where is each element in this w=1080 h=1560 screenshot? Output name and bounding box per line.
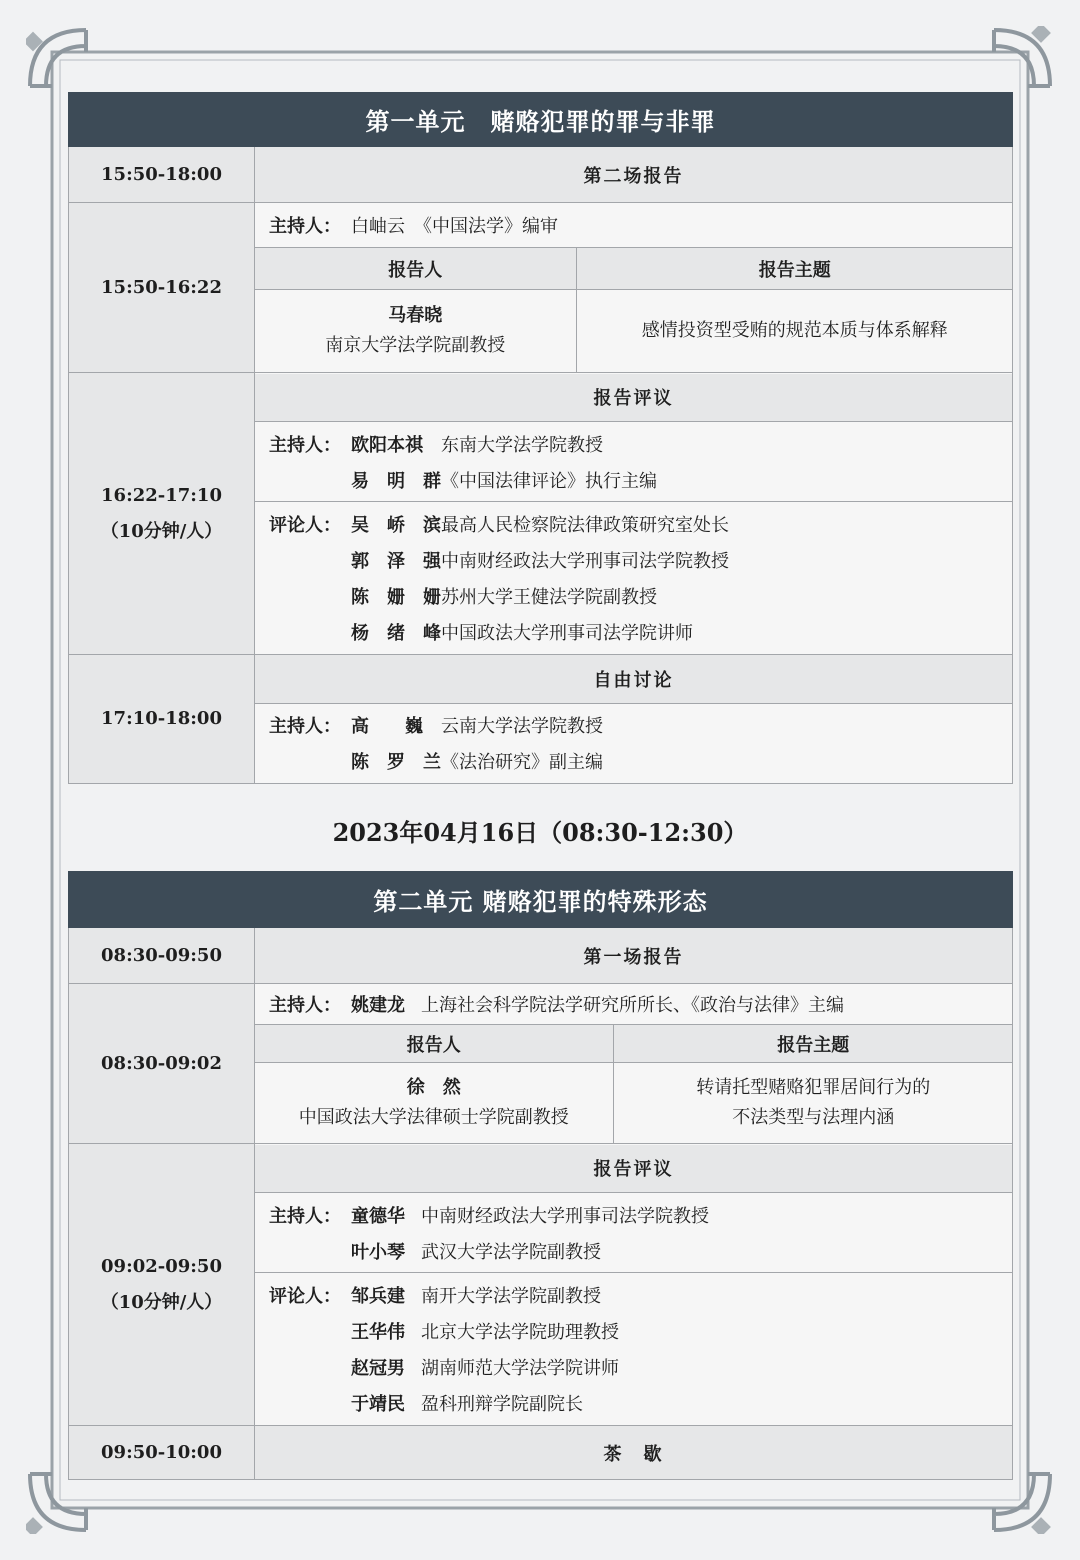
unit2-review-time-cell: 09:02-09:50 （10分钟/人） [69,1144,255,1426]
unit2-title: 第二单元 赌赂犯罪的特殊形态 [69,872,1013,928]
unit1-review-title: 报告评议 [255,374,1012,422]
unit1-review-time: 16:22-17:10 [101,484,222,506]
unit1-discussion-cell [255,655,1013,784]
unit2-break-title: 茶 歇 [255,1426,1013,1480]
list-item: 叶小琴 武汉大学法学院副教授 [351,1241,601,1263]
unit1-title: 第一单元 赌赂犯罪的罪与非罪 [69,93,1013,147]
unit2-col-reporter: 报告人 [255,1025,613,1063]
unit2-break-time: 09:50-10:00 [69,1426,255,1480]
unit2-review-commentators [255,1273,1012,1425]
list-item: 主持人： 高 巍 云南大学法学院教授 [269,716,603,738]
list-item: 主持人： 童德华 中南财经政法大学刑事司法学院教授 [269,1205,709,1227]
list-item: 陈 姗 姗 苏州大学王健法学院副教授 [351,586,657,608]
unit2-report-host: 主持人： 姚建龙 上海社会科学院法学研究所所长、《政治与法律》主编 [269,995,844,1017]
unit1-review-time-cell [69,373,255,655]
unit2-topic: 转请托型赌赂犯罪居间行为的 不法类型与法理内涵 [696,1076,931,1128]
unit2-session-time: 08:30-09:50 [69,928,255,984]
list-item: 赵冠男 湖南师范大学法学院讲师 [351,1357,619,1379]
unit1-col-reporter: 报告人 [255,248,576,290]
unit1-review-note: （10分钟/人） [100,520,223,542]
unit2-session-title: 第一场报告 [255,928,1013,984]
list-item: 评论人： 吴 峤 滨 最高人民检察院法律政策研究室处长 [269,514,729,536]
list-item: 于靖民 盈科刑辩学院副院长 [351,1393,583,1415]
unit1-reporter [255,290,576,372]
unit1-session-time: 15:50-18:00 [69,147,255,203]
date-line: 2023年04月16日（08:30-12:30） [332,818,748,847]
unit1-reporter-affil: 南京大学法学院副教授 [325,334,506,356]
unit1-report-inner [255,204,1013,372]
unit1-report-host: 主持人： 白岫云 《中国法学》编审 [269,207,1013,243]
list-item: 主持人： 欧阳本祺 东南大学法学院教授 [269,434,603,456]
unit1-review-commentators [255,502,1012,654]
list-item: 易 明 群 《中国法律评论》执行主编 [351,470,657,492]
unit2-review-cell [255,1144,1013,1426]
unit1-discussion-time: 17:10-18:00 [69,655,255,784]
unit2-report-time: 08:30-09:02 [69,984,255,1144]
unit1-review-cell [255,373,1013,655]
list-item: 杨 绪 峰 中国政法大学刑事司法学院讲师 [351,622,693,644]
unit1-table [68,92,1013,784]
unit2-report-cell [255,984,1013,1144]
unit1-discussion-hosts [255,703,1012,783]
unit2-col-topic: 报告主题 [613,1025,1013,1063]
unit1-report-cell [255,203,1013,373]
unit2-reporter: 徐 然 中国政法大学法律硕士学院副教授 [255,1063,613,1143]
unit1-discussion-title: 自由讨论 [255,655,1012,703]
list-item: 郭 泽 强 中南财经政法大学刑事司法学院教授 [351,550,729,572]
list-item: 评论人： 邹兵建 南开大学法学院副教授 [269,1285,601,1307]
unit2-review-hosts [255,1193,1012,1273]
unit1-report-host-text: 白岫云 《中国法学》编审 [351,216,558,238]
unit1-col-topic: 报告主题 [576,248,1013,290]
unit1-review-hosts [255,422,1012,502]
list-item: 王华伟 北京大学法学院助理教授 [351,1321,619,1343]
list-item: 陈 罗 兰 《法治研究》副主编 [351,752,603,774]
unit1-topic: 感情投资型受贿的规范本质与体系解释 [641,319,948,341]
unit2-review-title: 报告评议 [255,1145,1012,1193]
unit2-table [68,871,1013,1480]
unit1-reporter-name: 马春晓 [388,304,443,326]
unit1-report-time: 15:50-16:22 [69,203,255,373]
unit1-session-title: 第二场报告 [255,147,1013,203]
